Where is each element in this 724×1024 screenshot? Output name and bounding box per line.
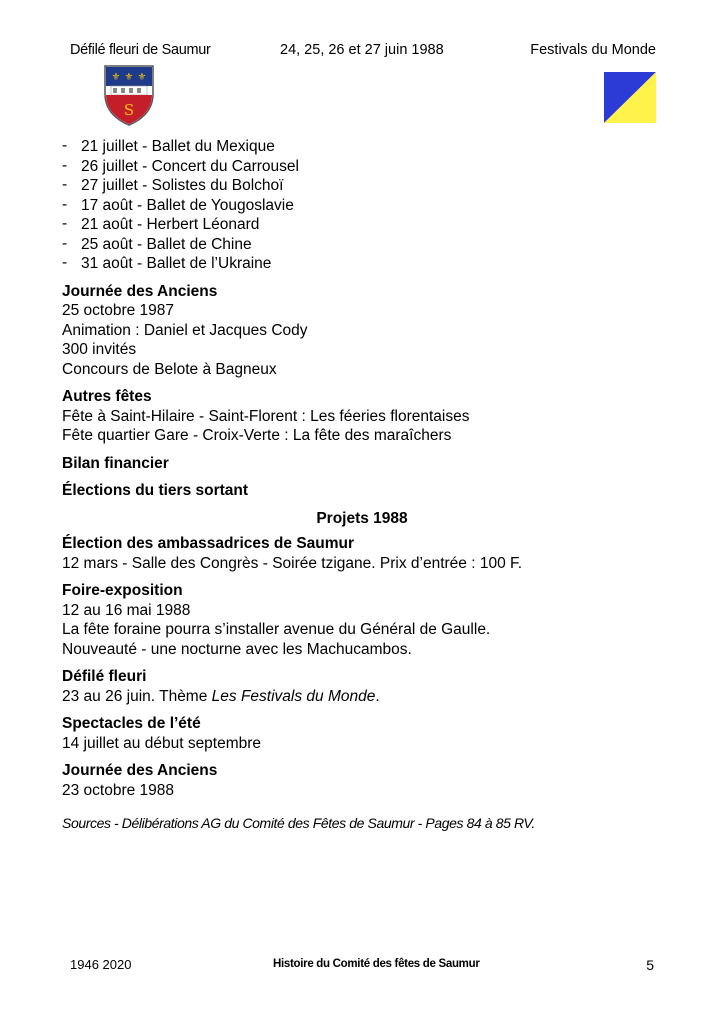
svg-text:⚜: ⚜ (137, 72, 147, 83)
section-title: Spectacles de l’été (62, 715, 201, 732)
section-line: Fête quartier Gare - Croix-Verte : La fête des maraîchers (62, 427, 452, 444)
section-line: Animation : Daniel et Jacques Cody (62, 321, 308, 339)
defile-theme: Les Festivals du Monde (211, 687, 376, 705)
section-line: 12 au 16 mai 1988 (62, 601, 191, 619)
event-text: 26 juillet - Concert du Carrousel (81, 157, 299, 175)
section-line: 300 invités (62, 341, 137, 358)
event-text: 31 août - Ballet de l’Ukraine (81, 255, 272, 272)
section-ambassadrices (62, 534, 662, 573)
section-line: Nouveauté - une nocturne avec les Machucambos. (62, 640, 412, 658)
page-content (62, 137, 662, 834)
footer-years: 1946 2020 (70, 957, 132, 972)
header-left-title: Défilé fleuri de Saumur (70, 42, 211, 58)
section-defile (62, 667, 662, 706)
section-title: Journée des Anciens (62, 282, 218, 300)
event-text: 21 août - Herbert Léonard (81, 216, 260, 233)
defile-suffix: . (375, 687, 380, 705)
section-anciens-1988 (62, 761, 662, 800)
svg-text:⚜: ⚜ (124, 72, 134, 83)
section-spectacles (62, 714, 662, 753)
list-item (62, 157, 662, 177)
list-item (62, 196, 662, 216)
list-dash: - (62, 156, 68, 174)
saumur-coat-of-arms-icon (103, 64, 155, 126)
section-line: La fête foraine pourra s’installer avenue du Général de Gaulle. (62, 621, 491, 638)
projets-title: Projets 1988 (316, 509, 408, 527)
section-title: Défilé fleuri (62, 668, 147, 685)
section-title: Journée des Anciens (62, 762, 218, 779)
section-line: 25 octobre 1987 (62, 302, 175, 319)
header-dates: 24, 25, 26 et 27 juin 1988 (280, 42, 444, 58)
defile-prefix: 23 au 26 juin. Thème (62, 687, 212, 705)
section-line: Concours de Belote à Bagneux (62, 360, 277, 378)
list-item (62, 137, 662, 157)
list-dash: - (62, 137, 68, 154)
footer-title: Histoire du Comité des fêtes de Saumur (273, 958, 480, 970)
section-line: 14 juillet au début septembre (62, 734, 262, 752)
list-dash: - (62, 176, 68, 193)
section-title: Autres fêtes (62, 388, 152, 405)
header-right-title: Festivals du Monde (530, 42, 656, 58)
list-dash: - (62, 215, 68, 232)
section-line (62, 687, 662, 707)
crest-letter: S (123, 101, 135, 119)
section-title: Bilan financier (62, 454, 169, 472)
section-foire (62, 581, 662, 659)
event-list (62, 137, 662, 274)
section-elections (62, 481, 662, 501)
event-text: 25 août - Ballet de Chine (81, 235, 252, 253)
section-anciens-1987 (62, 282, 662, 380)
list-dash: - (62, 254, 68, 271)
section-line: 12 mars - Salle des Congrès - Soirée tzigane. Prix d’entrée : 100 F. (62, 554, 523, 572)
page-number: 5 (646, 957, 654, 973)
section-autres-fetes (62, 387, 662, 446)
blue-yellow-flag-icon (604, 72, 656, 123)
list-dash: - (62, 195, 68, 213)
section-title: Élections du tiers sortant (62, 482, 249, 499)
list-item (62, 235, 662, 255)
event-text: 17 août - Ballet de Yougoslavie (81, 196, 294, 214)
svg-text:⚜: ⚜ (111, 72, 121, 83)
sources-note: Sources - Délibérations AG du Comité des Fêtes de Saumur - Pages 84 à 85 RV. (62, 815, 535, 831)
list-item (62, 176, 662, 196)
section-title: Foire-exposition (62, 582, 183, 599)
section-title: Élection des ambassadrices de Saumur (62, 535, 355, 552)
section-bilan (62, 454, 662, 474)
section-line: Fête à Saint-Hilaire - Saint-Florent : Les féeries florentaises (62, 407, 470, 425)
list-dash: - (62, 234, 68, 252)
event-text: 27 juillet - Solistes du Bolchoï (81, 177, 284, 194)
list-item (62, 215, 662, 235)
section-line: 23 octobre 1988 (62, 781, 175, 799)
list-item (62, 254, 662, 274)
event-text: 21 juillet - Ballet du Mexique (81, 138, 275, 155)
